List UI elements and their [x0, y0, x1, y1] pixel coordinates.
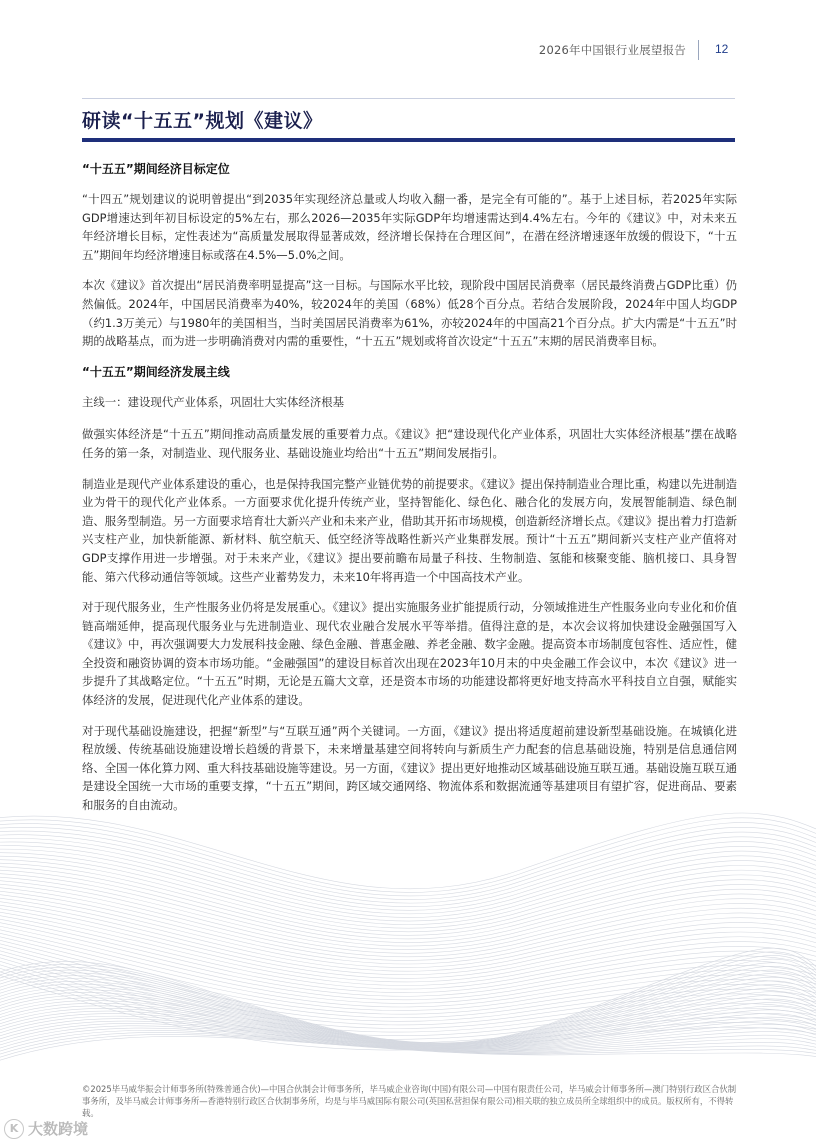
watermark — [4, 1118, 88, 1139]
paragraph: 做强实体经济是“十五五”期间推动高质量发展的重要着力点。《建议》把“建设现代化产业体系，巩固壮大实体经济根基”摆在战略任务的第一条，对制造业、现代服务业、基础设施业均给出“十五五”期间发展指引。 — [82, 427, 737, 460]
wave-line — [0, 922, 816, 1000]
wave-line — [0, 949, 816, 1029]
article-body — [82, 160, 737, 827]
paragraph: 对于现代服务业，生产性服务业仍将是发展重心。《建议》提出实施服务业扩能提质行动，分领域推进生产性服务业向专业化和价值链高端延伸，提高现代服务业与先进制造业、现代农业融合发展水平等举措。值得注意的是，本次会议将加快建设金融强国写入《建议》中，再次强调要大力发展科技金融、绿色金融、普惠金融、养老金融、数字金融。提高资本市场制度包容性、适应性，健全投资和融资协调的资本市场功能。“金融强国”的建设目标首次出现在2023年10月末的中央金融工作会议中，本次《建议》进一步提升了其战略定位。“十五五”时期，无论是五篇大文章，还是资本市场的功能建设都将更好地支持高水平科技自立自强，赋能实体经济的发展，促进现代化产业体系的建设。 — [82, 600, 737, 708]
subheading-mainline-one: 主线一：建设现代产业体系，巩固壮大实体经济根基 — [82, 394, 344, 409]
title-underline — [82, 138, 735, 142]
page-header — [0, 40, 816, 60]
wave-line — [0, 1036, 816, 1067]
wave-line — [0, 912, 816, 989]
wave-line — [0, 818, 816, 893]
paragraph: 制造业是现代产业体系建设的重心，也是保持我国完整产业链优势的前提要求。《建议》提出保持制造业合理比重，构建以先进制造业为骨干的现代化产业体系。一方面要求优化提升传统产业，坚持智能化、绿色化、融合化的发展方向，发展智能制造、绿色制造、服务型制造。另一方面要求培育壮大新兴产业和未来产业，借助其开拓市场规模，创造新经济增长点。《建议》提出着力打造新兴支柱产业，加快新能源、新材料、航空航天、低空经济等战略性新兴产业集群发展。预计“十五五”期间新兴支柱产业产值将对GDP支撑作用进一步增强。对于未来产业，《建议》提出要前瞻布局量子科技、生物制造、氢能和核聚变能、脑机接口、具身智能、第六代移动通信等领域。这些产业蓄势发力，未来10年将再造一个中国高技术产业。 — [82, 476, 737, 584]
watermark-logo-icon: K — [4, 1119, 24, 1139]
paragraph: 本次《建议》首次提出“居民消费率明显提高”这一目标。与国际水平比较，现阶段中国居民消费率（居民最终消费占GDP比重）仍然偏低。2024年，中国居民消费率为40%，较2024年的美国（68%）低28个百分点。若结合发展阶段，2024年中国人均GDP（约1.3万美元）与1980年的美国相当，当时美国居民消费率为61%，亦较2024年的中国高21个百分点。扩大内需是“十五五”时期的战略基点，而为进一步明确消费对内需的重要性，“十五五”规划或将首次设定“十五五”末期的居民消费率目标。 — [82, 278, 737, 349]
copyright-footer: ©2025毕马威华振会计师事务所(特殊普通合伙)—中国合伙制会计师事务所，毕马威企业咨询(中国)有限公司—中国有限责任公司，毕马威会计师事务所—澳门特别行政区合伙制事务所，及毕马威会计师事务所—香港特别行政区合伙制事务所，均是与毕马威国际有限公司(英国私营担保有限公司)相关联的独立成员所全球组织中的成员。版权所有，不得转载。 — [82, 1084, 737, 1118]
paragraph: 对于现代基础设施建设，把握“新型”与“互联互通”两个关键词。一方面，《建议》提出将适度超前建设新型基础设施。在城镇化进程放缓、传统基础设施建设增长趋缓的背景下，未来增量基建空间将转向与新质生产力配套的信息基础设施，特别是信息通信网络、全国一体化算力网、重大科技基础设施等建设。另一方面，《建议》提出更好地推动区域基础设施互联互通。基础设施互联互通是建设全国统一大市场的重要支撑，“十五五”期间，跨区域交通网络、物流体系和数据流通等基建项目有望扩容，促进商品、要素和服务的自由流动。 — [82, 723, 737, 813]
wave-line — [0, 822, 816, 895]
heading-economic-targets: “十五五”期间经济目标定位 — [82, 162, 230, 176]
paragraph: “十四五”规划建议的说明曾提出“到2035年实现经济总量或人均收入翻一番，是完全有可能的”。基于上述目标，若2025年实际GDP增速达到年初目标设定的5%左右，那么2026—2035年实际GDP年均增速需达到4.4%左右。今年的《建议》中，对未来五年经济增长目标，定性表述为“高质量发展取得显著成效，经济增长保持在合理区间”，在潜在经济增速逐年放缓的假设下，“十五五”期间年均经济增速目标或落在4.5%—5.0%之间。 — [82, 192, 737, 262]
title-top-rule — [82, 98, 735, 99]
header-divider — [698, 40, 699, 60]
watermark-text: 大数跨境 — [28, 1120, 89, 1138]
section-title: 研读“十五五”规划《建议》 — [82, 110, 323, 132]
page-number: 12 — [715, 42, 729, 56]
wave-line — [0, 929, 816, 1007]
heading-development-mainline: “十五五”期间经济发展主线 — [82, 364, 230, 379]
wave-line — [0, 899, 816, 975]
wave-line — [0, 886, 816, 960]
report-title: 2026年中国银行业展望报告 — [538, 43, 686, 57]
